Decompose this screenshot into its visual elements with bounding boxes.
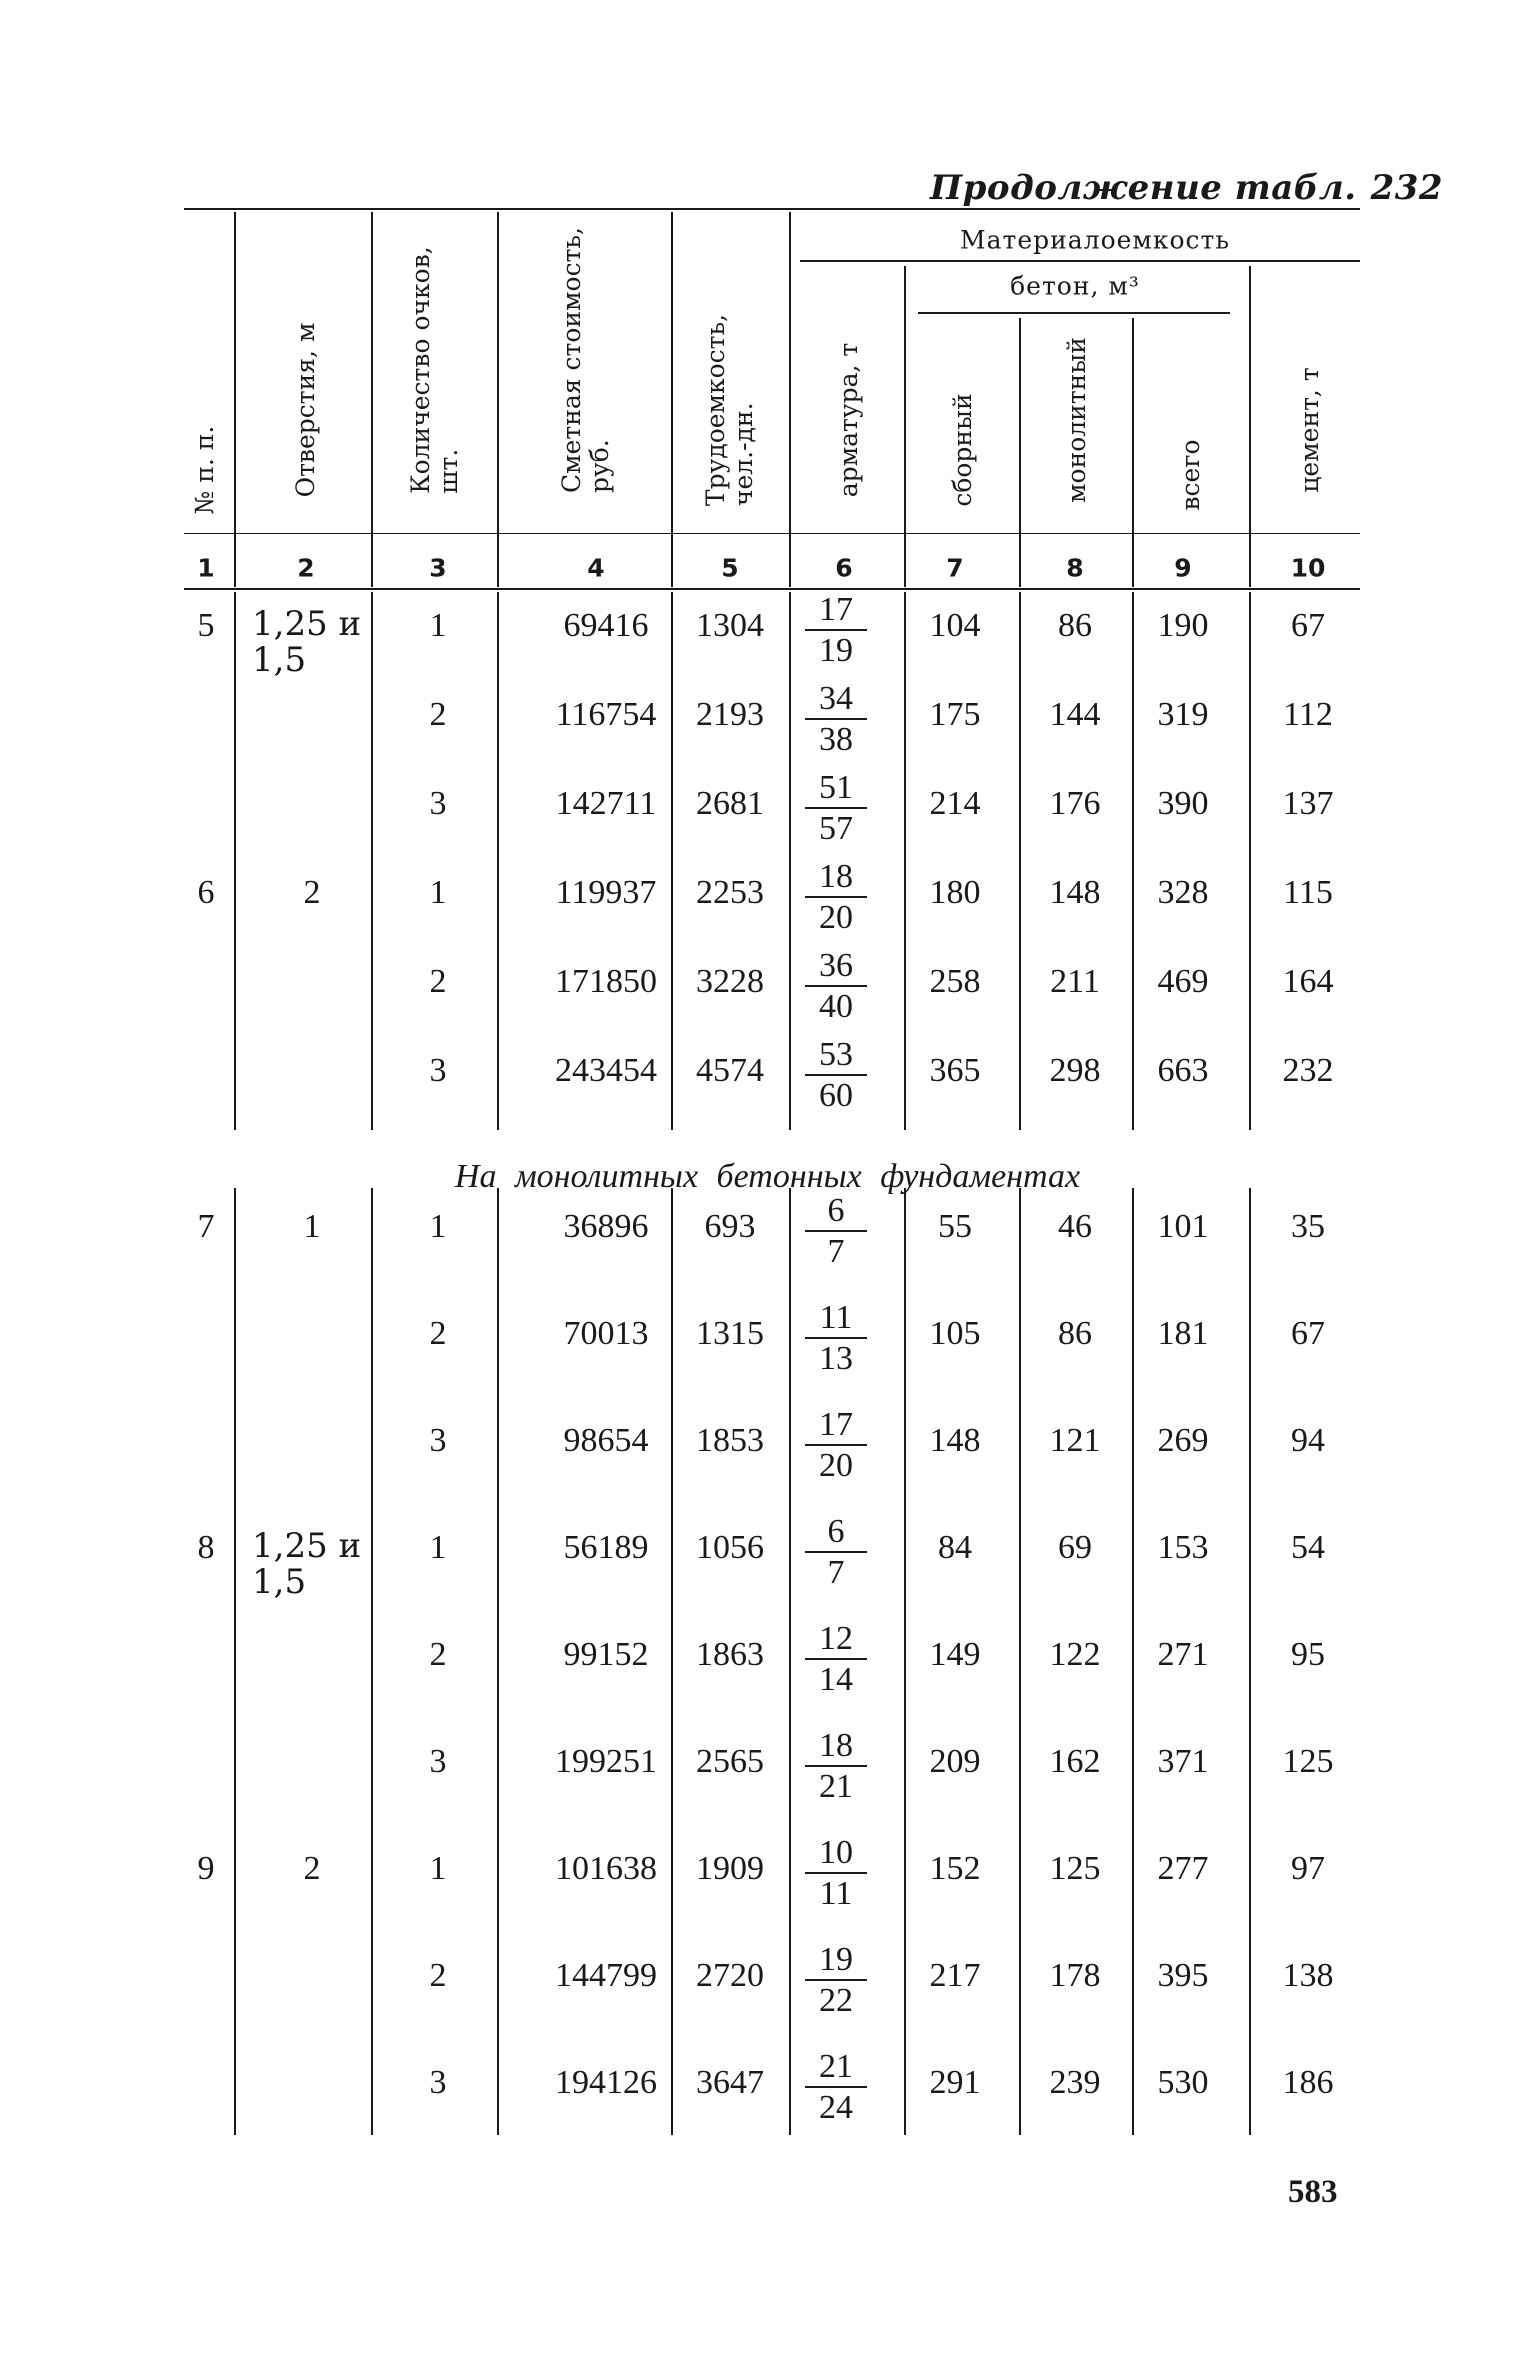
cell-total: 190 [1157, 607, 1209, 644]
cell-prefab: 258 [929, 963, 981, 1000]
cell-labor: 1863 [696, 1636, 764, 1673]
cell-labor: 1909 [696, 1850, 764, 1887]
header-bottom-rule [184, 533, 1360, 534]
cell-total: 663 [1157, 1052, 1209, 1089]
cell-total: 101 [1157, 1208, 1209, 1245]
fraction-numerator: 18 [819, 1727, 853, 1764]
cell-count: 2 [429, 1315, 447, 1352]
fraction-denominator: 7 [827, 1554, 845, 1591]
fraction-denominator: 21 [819, 1768, 853, 1805]
cell-reinforcement-fraction [805, 2050, 867, 2125]
cell-mono: 178 [1049, 1957, 1101, 1994]
fraction-bar [805, 896, 867, 898]
cell-prefab: 149 [929, 1636, 981, 1673]
fraction-bar [805, 1658, 867, 1660]
cell-count: 2 [429, 1957, 447, 1994]
fraction-denominator: 13 [819, 1340, 853, 1377]
column-number: 4 [587, 553, 605, 583]
fraction-bar [805, 1337, 867, 1339]
fraction-bar [805, 1444, 867, 1446]
fraction-numerator: 53 [819, 1036, 853, 1073]
header-labor-line1: Трудоемкость, [701, 313, 730, 507]
cell-cost: 142711 [555, 785, 657, 822]
fraction-numerator: 12 [819, 1620, 853, 1657]
cell-mono: 46 [1058, 1208, 1092, 1245]
cell-cement: 67 [1291, 607, 1325, 644]
header-labor [702, 314, 758, 506]
cell-total: 181 [1157, 1315, 1209, 1352]
cell-row-number: 8 [197, 1529, 215, 1566]
cell-mono: 125 [1049, 1850, 1101, 1887]
cell-mono: 144 [1049, 696, 1101, 733]
cell-reinforcement-fraction [805, 593, 867, 668]
cell-mono: 148 [1049, 874, 1101, 911]
header-divider [1019, 318, 1021, 587]
header-monolithic [1063, 337, 1091, 503]
cell-prefab: 365 [929, 1052, 981, 1089]
cell-prefab: 209 [929, 1743, 981, 1780]
cell-reinforcement-fraction [805, 1194, 867, 1269]
section-title: На монолитных бетонных фундаментах [454, 1158, 1081, 1195]
cell-labor: 1315 [696, 1315, 764, 1352]
page-number: 583 [1288, 2174, 1338, 2210]
fraction-numerator: 51 [819, 769, 853, 806]
column-number: 8 [1066, 553, 1084, 583]
cell-prefab: 55 [938, 1208, 972, 1245]
body-column-divider [1019, 1188, 1021, 2135]
cell-prefab: 152 [929, 1850, 981, 1887]
cell-count: 1 [429, 874, 447, 911]
cell-cement: 54 [1291, 1529, 1325, 1566]
cell-reinforcement-fraction [805, 1408, 867, 1483]
cell-opening [252, 1528, 361, 1600]
cell-reinforcement-fraction [805, 1943, 867, 2018]
fraction-bar [805, 629, 867, 631]
caption-table-number: 232 [1370, 168, 1444, 208]
cell-reinforcement-fraction [805, 682, 867, 757]
fraction-denominator: 20 [819, 899, 853, 936]
header-cement-text: цемент, т [1295, 367, 1324, 493]
body-column-divider [1019, 592, 1021, 1130]
fraction-denominator: 38 [819, 721, 853, 758]
column-number: 3 [429, 553, 447, 583]
cell-cost: 98654 [563, 1422, 649, 1459]
cell-row-number: 6 [197, 874, 215, 911]
fraction-denominator: 24 [819, 2089, 853, 2126]
cell-labor: 693 [704, 1208, 756, 1245]
cell-count: 1 [429, 1529, 447, 1566]
header-monolithic-text: монолитный [1062, 337, 1091, 503]
column-number: 10 [1290, 553, 1326, 583]
header-cost-line2: руб. [585, 439, 614, 493]
cell-count: 3 [429, 2064, 447, 2101]
cell-prefab: 105 [929, 1315, 981, 1352]
cell-cost: 99152 [563, 1636, 649, 1673]
header-labor-line2: чел.-дн. [729, 402, 758, 507]
header-reinforcement [835, 343, 863, 497]
cell-cement: 232 [1282, 1052, 1334, 1089]
cell-cost: 36896 [563, 1208, 649, 1245]
cell-labor: 2565 [696, 1743, 764, 1780]
header-divider [671, 212, 673, 587]
fraction-bar [805, 1551, 867, 1553]
fraction-denominator: 40 [819, 988, 853, 1025]
cell-prefab: 175 [929, 696, 981, 733]
cell-reinforcement-fraction [805, 1301, 867, 1376]
body-column-divider [371, 592, 373, 1130]
cell-mono: 239 [1049, 2064, 1101, 2101]
body-column-divider [1132, 1188, 1134, 2135]
cell-cement: 112 [1283, 696, 1333, 733]
cell-opening: 1 [303, 1208, 321, 1245]
cell-cost: 116754 [555, 696, 657, 733]
column-number: 6 [835, 553, 853, 583]
cell-total: 395 [1157, 1957, 1209, 1994]
cell-labor: 2253 [696, 874, 764, 911]
cell-count: 1 [429, 607, 447, 644]
cell-reinforcement-fraction [805, 1836, 867, 1911]
cell-prefab: 214 [929, 785, 981, 822]
header-divider [1132, 318, 1134, 587]
body-column-divider [904, 592, 906, 1130]
column-number: 2 [297, 553, 315, 583]
cell-cement: 125 [1282, 1743, 1334, 1780]
header-prefab-text: сборный [948, 393, 977, 507]
cell-mono: 176 [1049, 785, 1101, 822]
header-cost [558, 227, 614, 493]
cell-cement: 115 [1283, 874, 1333, 911]
cell-mono: 121 [1049, 1422, 1101, 1459]
fraction-denominator: 20 [819, 1447, 853, 1484]
cell-count: 2 [429, 963, 447, 1000]
cell-labor: 1304 [696, 607, 764, 644]
body-column-divider [789, 1188, 791, 2135]
cell-row-number: 7 [197, 1208, 215, 1245]
cell-reinforcement-fraction [805, 1515, 867, 1590]
cell-count: 3 [429, 785, 447, 822]
body-column-divider [671, 592, 673, 1130]
cell-mono: 298 [1049, 1052, 1101, 1089]
cell-total: 328 [1157, 874, 1209, 911]
cell-mono: 211 [1050, 963, 1100, 1000]
cell-cement: 35 [1291, 1208, 1325, 1245]
fraction-bar [805, 1765, 867, 1767]
header-span-count-line2: шт. [434, 448, 463, 494]
header-total-text: всего [1176, 439, 1205, 511]
fraction-denominator: 19 [819, 632, 853, 669]
body-column-divider [1249, 592, 1251, 1130]
cell-cement: 186 [1282, 2064, 1334, 2101]
body-column-divider [497, 1188, 499, 2135]
fraction-numerator: 34 [819, 680, 853, 717]
opening-line2: 1,5 [252, 640, 307, 680]
cell-prefab: 148 [929, 1422, 981, 1459]
cell-mono: 69 [1058, 1529, 1092, 1566]
fraction-denominator: 11 [819, 1875, 853, 1912]
fraction-bar [805, 807, 867, 809]
cell-prefab: 180 [929, 874, 981, 911]
cell-cement: 97 [1291, 1850, 1325, 1887]
header-cost-line1: Сметная стоимость, [557, 227, 586, 493]
cell-mono: 86 [1058, 607, 1092, 644]
cell-total: 371 [1157, 1743, 1209, 1780]
cell-cement: 137 [1282, 785, 1334, 822]
cell-labor: 2681 [696, 785, 764, 822]
opening-line2: 1,5 [252, 1562, 307, 1602]
cell-count: 3 [429, 1422, 447, 1459]
header-span-count-line1: Количество очков, [406, 246, 435, 494]
cell-reinforcement-fraction [805, 1729, 867, 1804]
cell-mono: 122 [1049, 1636, 1101, 1673]
fraction-denominator: 57 [819, 810, 853, 847]
cell-prefab: 104 [929, 607, 981, 644]
cell-cost: 199251 [555, 1743, 657, 1780]
cell-total: 277 [1157, 1850, 1209, 1887]
body-column-divider [371, 1188, 373, 2135]
header-concrete: бетон, м³ [1010, 271, 1140, 301]
cell-total: 319 [1157, 696, 1209, 733]
cell-opening [252, 606, 361, 678]
fraction-numerator: 10 [819, 1834, 853, 1871]
header-span-count [407, 246, 463, 493]
opening-line1: 1,25 и [252, 1526, 362, 1566]
column-number: 7 [946, 553, 964, 583]
cell-row-number: 9 [197, 1850, 215, 1887]
header-divider [789, 212, 791, 587]
cell-row-number: 5 [197, 607, 215, 644]
fraction-numerator: 6 [827, 1192, 845, 1229]
header-number [191, 426, 219, 515]
cell-labor: 1056 [696, 1529, 764, 1566]
column-number: 5 [721, 553, 739, 583]
fraction-bar [805, 1230, 867, 1232]
header-total [1177, 439, 1205, 510]
cell-cement: 94 [1291, 1422, 1325, 1459]
cell-cost: 194126 [555, 2064, 657, 2101]
cell-cost: 70013 [563, 1315, 649, 1352]
body-column-divider [1132, 592, 1134, 1130]
cell-labor: 1853 [696, 1422, 764, 1459]
column-number: 1 [197, 553, 215, 583]
fraction-bar [805, 1979, 867, 1981]
group-header-rule [800, 260, 1360, 262]
header-divider [1249, 266, 1251, 587]
header-opening-text: Отверстия, м [291, 322, 320, 498]
cell-cement: 95 [1291, 1636, 1325, 1673]
cell-cement: 164 [1282, 963, 1334, 1000]
header-number-text: № п. п. [190, 425, 219, 515]
header-opening [292, 323, 320, 498]
cell-total: 269 [1157, 1422, 1209, 1459]
fraction-denominator: 14 [819, 1661, 853, 1698]
header-material-intensity: Материалоемкость [960, 225, 1230, 255]
cell-mono: 86 [1058, 1315, 1092, 1352]
body-column-divider [1249, 1188, 1251, 2135]
cell-cost: 144799 [555, 1957, 657, 1994]
fraction-bar [805, 1074, 867, 1076]
cell-total: 153 [1157, 1529, 1209, 1566]
cell-cost: 101638 [555, 1850, 657, 1887]
cell-reinforcement-fraction [805, 771, 867, 846]
cell-opening: 2 [303, 1850, 321, 1887]
table-top-rule [184, 208, 1360, 210]
cell-labor: 3647 [696, 2064, 764, 2101]
cell-labor: 3228 [696, 963, 764, 1000]
cell-cost: 243454 [555, 1052, 657, 1089]
column-number-rule [184, 588, 1360, 590]
fraction-numerator: 17 [819, 1406, 853, 1443]
opening-line1: 1,25 и [252, 604, 362, 644]
cell-reinforcement-fraction [805, 860, 867, 935]
body-column-divider [234, 1188, 236, 2135]
body-column-divider [904, 1188, 906, 2135]
cell-total: 469 [1157, 963, 1209, 1000]
fraction-bar [805, 1872, 867, 1874]
cell-labor: 2193 [696, 696, 764, 733]
header-divider [371, 212, 373, 587]
fraction-numerator: 36 [819, 947, 853, 984]
column-number: 9 [1174, 553, 1192, 583]
fraction-denominator: 22 [819, 1982, 853, 2019]
cell-count: 1 [429, 1208, 447, 1245]
cell-count: 2 [429, 696, 447, 733]
fraction-bar [805, 985, 867, 987]
cell-mono: 162 [1049, 1743, 1101, 1780]
cell-count: 1 [429, 1850, 447, 1887]
fraction-numerator: 21 [819, 2048, 853, 2085]
cell-reinforcement-fraction [805, 1038, 867, 1113]
cell-opening: 2 [303, 874, 321, 911]
fraction-numerator: 11 [819, 1299, 853, 1336]
header-divider [904, 266, 906, 587]
header-divider [497, 212, 499, 587]
cell-cost: 69416 [563, 607, 649, 644]
header-prefab [949, 393, 977, 506]
fraction-denominator: 60 [819, 1077, 853, 1114]
cell-total: 271 [1157, 1636, 1209, 1673]
cell-prefab: 84 [938, 1529, 972, 1566]
fraction-numerator: 19 [819, 1941, 853, 1978]
body-column-divider [497, 592, 499, 1130]
cell-prefab: 217 [929, 1957, 981, 1994]
fraction-bar [805, 718, 867, 720]
cell-cost: 56189 [563, 1529, 649, 1566]
header-reinforcement-text: арматура, т [834, 342, 863, 498]
table-caption [930, 168, 1443, 208]
fraction-bar [805, 2086, 867, 2088]
fraction-numerator: 18 [819, 858, 853, 895]
cell-labor: 2720 [696, 1957, 764, 1994]
cell-cost: 171850 [555, 963, 657, 1000]
cell-cement: 138 [1282, 1957, 1334, 1994]
cell-cement: 67 [1291, 1315, 1325, 1352]
header-cement [1296, 367, 1324, 492]
cell-total: 530 [1157, 2064, 1209, 2101]
cell-cost: 119937 [555, 874, 657, 911]
fraction-denominator: 7 [827, 1233, 845, 1270]
cell-total: 390 [1157, 785, 1209, 822]
cell-reinforcement-fraction [805, 949, 867, 1024]
body-column-divider [671, 1188, 673, 2135]
caption-text: Продолжение табл. [930, 168, 1357, 208]
cell-count: 3 [429, 1743, 447, 1780]
cell-labor: 4574 [696, 1052, 764, 1089]
concrete-header-rule [918, 312, 1230, 314]
cell-count: 3 [429, 1052, 447, 1089]
header-divider [234, 212, 236, 587]
cell-count: 2 [429, 1636, 447, 1673]
cell-prefab: 291 [929, 2064, 981, 2101]
fraction-numerator: 17 [819, 591, 853, 628]
fraction-numerator: 6 [827, 1513, 845, 1550]
cell-reinforcement-fraction [805, 1622, 867, 1697]
body-column-divider [789, 592, 791, 1130]
body-column-divider [234, 592, 236, 1130]
